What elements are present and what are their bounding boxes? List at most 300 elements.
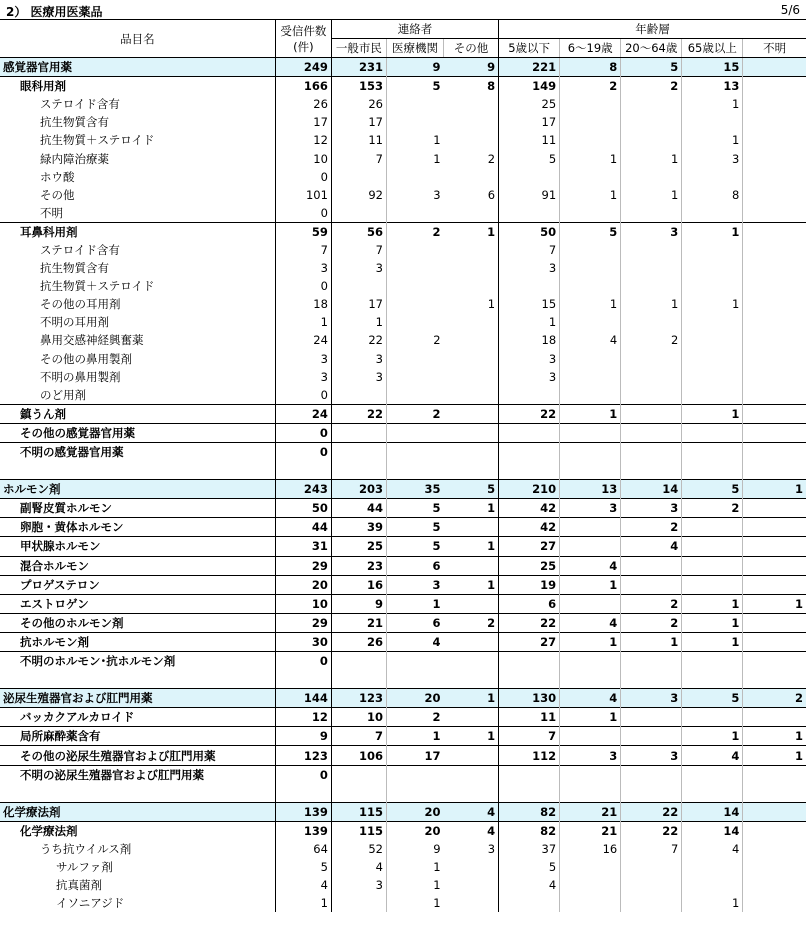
- row-label: 不明の鼻用製剤: [0, 368, 275, 386]
- cell: [331, 461, 386, 480]
- cell: 3: [375, 878, 383, 893]
- table-row: [0, 840, 806, 858]
- cell: 1: [560, 295, 621, 313]
- table-row: [0, 652, 806, 671]
- cell: [444, 386, 499, 405]
- cell: 1: [386, 894, 443, 912]
- cell: [560, 259, 621, 277]
- cell: [743, 575, 806, 594]
- row-label: その他の感覚器官用薬: [0, 423, 275, 442]
- cell: 22: [368, 333, 383, 348]
- cell: [743, 58, 806, 77]
- cell: 7: [375, 151, 383, 166]
- row-label: その他の鼻用製剤: [0, 350, 275, 368]
- cell: [743, 386, 806, 405]
- cell: 22: [621, 821, 682, 840]
- cell: [682, 313, 743, 331]
- cell: [621, 368, 682, 386]
- cell: 5: [682, 480, 743, 499]
- cell: [444, 876, 499, 894]
- cell: [560, 784, 621, 803]
- cell: [444, 131, 499, 149]
- cell: [386, 765, 443, 784]
- cell: 0: [275, 765, 331, 784]
- cell: 27: [499, 632, 560, 651]
- cell: [743, 518, 806, 537]
- cell: [444, 670, 499, 689]
- cell: [386, 113, 443, 131]
- cell: 25: [499, 556, 560, 575]
- cell: 12: [275, 708, 331, 727]
- cell: 44: [275, 518, 331, 537]
- cell: 64: [275, 840, 331, 858]
- row-label: 泌尿生殖器官および肛門用薬: [0, 689, 275, 708]
- row-label: 不明の耳用剤: [0, 313, 275, 331]
- cell: 0: [275, 423, 331, 442]
- cell: 18: [275, 295, 331, 313]
- cell: [444, 652, 499, 671]
- cell: [560, 204, 621, 223]
- cell: [499, 461, 560, 480]
- section-title: 2） 医療用医薬品: [6, 5, 103, 19]
- cell: [331, 204, 386, 223]
- cell: 5: [548, 151, 557, 166]
- cell: [682, 277, 743, 295]
- cell: [275, 461, 331, 480]
- cell: [743, 765, 806, 784]
- cell: 18: [541, 333, 557, 348]
- cell: 6: [499, 594, 560, 613]
- cell: 0: [275, 168, 331, 186]
- cell: [682, 858, 743, 876]
- cell: 2: [743, 689, 806, 708]
- cell: [386, 461, 443, 480]
- cell: [743, 442, 806, 461]
- cell: 13: [682, 77, 743, 96]
- cell: [331, 423, 386, 442]
- cell: [386, 295, 443, 313]
- cell: 20: [275, 575, 331, 594]
- cell: 1: [444, 222, 499, 241]
- cell: [560, 386, 621, 405]
- cell: 52: [368, 841, 383, 856]
- cell: 2: [621, 331, 682, 349]
- cell: [621, 423, 682, 442]
- cell: 139: [275, 821, 331, 840]
- cell: [743, 613, 806, 632]
- cell: [444, 259, 499, 277]
- row-label: プロゲステロン: [0, 575, 275, 594]
- cell: [386, 670, 443, 689]
- table-row: [0, 204, 806, 223]
- cell: 101: [275, 186, 331, 204]
- table-row: [0, 876, 806, 894]
- cell: 4: [444, 802, 499, 821]
- cell: 7: [375, 242, 383, 257]
- cell: 4: [560, 556, 621, 575]
- col-item-label: 品目名: [120, 31, 155, 46]
- cell: [386, 95, 443, 113]
- cell: 22: [331, 404, 386, 423]
- cell: [743, 259, 806, 277]
- cell: [682, 518, 743, 537]
- cell: [743, 350, 806, 368]
- cell: 2: [621, 594, 682, 613]
- row-label: 化学療法剤: [0, 802, 275, 821]
- row-label: ホウ酸: [0, 168, 275, 186]
- cell: 1: [275, 313, 331, 331]
- cell: 4: [444, 821, 499, 840]
- cell: 243: [275, 480, 331, 499]
- cell: 3: [548, 261, 557, 276]
- cell: 4: [560, 613, 621, 632]
- table-row: [0, 277, 806, 295]
- cell: 115: [331, 821, 386, 840]
- cell: [560, 423, 621, 442]
- cell: [560, 313, 621, 331]
- cell: 1: [560, 404, 621, 423]
- cell: [331, 442, 386, 461]
- cell: 14: [682, 802, 743, 821]
- cell: 1: [682, 222, 743, 241]
- table-row: [0, 858, 806, 876]
- cell: 1: [560, 632, 621, 651]
- cell: [444, 858, 499, 876]
- table-row: [0, 295, 806, 313]
- cell: [743, 313, 806, 331]
- cell: [444, 784, 499, 803]
- cell: 24: [275, 404, 331, 423]
- cell: [682, 876, 743, 894]
- cell: [444, 204, 499, 223]
- cell: [499, 168, 560, 186]
- cell: [560, 858, 621, 876]
- cell: 0: [275, 442, 331, 461]
- cell: 115: [331, 802, 386, 821]
- row-label: 不明のホルモン･抗ホルモン剤: [0, 652, 275, 671]
- cell: 2: [386, 222, 443, 241]
- cell: 7: [548, 242, 557, 257]
- table-row: [0, 461, 806, 480]
- cell: [743, 802, 806, 821]
- cell: 1: [548, 315, 557, 330]
- cell: [444, 313, 499, 331]
- row-label: 抗生物質含有: [0, 259, 275, 277]
- cell: [444, 241, 499, 259]
- cell: 4: [375, 860, 383, 875]
- cell: 1: [386, 149, 443, 167]
- table-row: [0, 802, 806, 821]
- cell: [560, 765, 621, 784]
- cell: 11: [368, 133, 383, 148]
- cell: 22: [499, 613, 560, 632]
- cell: [743, 222, 806, 241]
- cell: 14: [682, 821, 743, 840]
- cell: 17: [541, 115, 557, 130]
- cell: [682, 368, 743, 386]
- cell: 19: [499, 575, 560, 594]
- cell: 1: [743, 746, 806, 765]
- cell: [743, 404, 806, 423]
- col-age-under5: 5歳以下: [499, 39, 560, 58]
- row-label: 抗生物質＋ステロイド: [0, 131, 275, 149]
- cell: 3: [621, 222, 682, 241]
- cell: 166: [275, 77, 331, 96]
- cell: [682, 168, 743, 186]
- cell: 4: [548, 878, 557, 893]
- cell: [499, 386, 560, 405]
- col-age-group: 年齢層: [499, 20, 806, 39]
- cell: [743, 277, 806, 295]
- table-row: [0, 632, 806, 651]
- cell: [682, 670, 743, 689]
- row-label: 感覚器官用薬: [0, 58, 275, 77]
- row-label: イソニアジド: [0, 894, 275, 912]
- cell: 29: [275, 556, 331, 575]
- cell: [560, 894, 621, 912]
- cell: [560, 95, 621, 113]
- cell: 17: [368, 115, 383, 130]
- cell: [621, 404, 682, 423]
- cell: 3: [444, 840, 499, 858]
- cell: [386, 168, 443, 186]
- cell: [682, 350, 743, 368]
- cell: 4: [560, 689, 621, 708]
- page-header: [0, 0, 806, 19]
- cell: [560, 876, 621, 894]
- cell: 0: [275, 386, 331, 405]
- cell: [621, 241, 682, 259]
- cell: 15: [541, 297, 557, 312]
- cell: [386, 204, 443, 223]
- cell: 10: [275, 594, 331, 613]
- cell: 4: [386, 632, 443, 651]
- cell: [560, 652, 621, 671]
- cell: [621, 461, 682, 480]
- cell: 1: [444, 689, 499, 708]
- row-label: 抗生物質含有: [0, 113, 275, 131]
- cell: [560, 131, 621, 149]
- cell: [621, 204, 682, 223]
- table-row: [0, 821, 806, 840]
- cell: [621, 350, 682, 368]
- cell: [560, 277, 621, 295]
- cell: 1: [444, 575, 499, 594]
- table-row: [0, 313, 806, 331]
- table-row: [0, 131, 806, 149]
- table-row: [0, 58, 806, 77]
- cell: [444, 442, 499, 461]
- cell: [743, 423, 806, 442]
- cell: 153: [331, 77, 386, 96]
- cell: 1: [375, 315, 383, 330]
- cell: 11: [499, 708, 560, 727]
- cell: 3: [621, 689, 682, 708]
- cell: 112: [499, 746, 560, 765]
- cell: 9: [444, 58, 499, 77]
- cell: [743, 131, 806, 149]
- cell: 17: [386, 746, 443, 765]
- cell: [386, 386, 443, 405]
- row-label: エストロゲン: [0, 594, 275, 613]
- cell: 2: [386, 708, 443, 727]
- cell: [743, 537, 806, 556]
- cell: 7: [275, 241, 331, 259]
- cell: [499, 277, 560, 295]
- cell: 3: [560, 499, 621, 518]
- table-row: [0, 442, 806, 461]
- cell: [621, 727, 682, 746]
- cell: 3: [375, 369, 383, 384]
- col-received-label: 受信件数: [280, 23, 327, 38]
- cell: [621, 556, 682, 575]
- cell: [682, 241, 743, 259]
- table-row: [0, 894, 806, 912]
- cell: [621, 708, 682, 727]
- cell: 1: [560, 575, 621, 594]
- cell: 210: [499, 480, 560, 499]
- cell: 2: [444, 149, 499, 167]
- cell: [743, 652, 806, 671]
- cell: [743, 241, 806, 259]
- cell: [331, 386, 386, 405]
- cell: 21: [331, 613, 386, 632]
- row-label: その他の泌尿生殖器官および肛門用薬: [0, 746, 275, 765]
- cell: 1: [444, 537, 499, 556]
- cell: 149: [499, 77, 560, 96]
- col-age-unknown: 不明: [743, 39, 806, 58]
- table-row: [0, 259, 806, 277]
- row-label: その他のホルモン剤: [0, 613, 275, 632]
- cell: 1: [621, 149, 682, 167]
- cell: 20: [386, 821, 443, 840]
- cell: 29: [275, 613, 331, 632]
- cell: [444, 113, 499, 131]
- cell: 1: [386, 131, 443, 149]
- col-contact-public: 一般市民: [331, 39, 386, 58]
- cell: [386, 241, 443, 259]
- cell: [386, 368, 443, 386]
- row-label: 抗真菌剤: [0, 876, 275, 894]
- cell: 0: [275, 277, 331, 295]
- cell: [682, 331, 743, 349]
- row-label: 不明: [0, 204, 275, 223]
- cell: 1: [682, 632, 743, 651]
- cell: 91: [541, 187, 557, 202]
- cell: 1: [743, 727, 806, 746]
- row-label: 眼科用剤: [0, 77, 275, 96]
- cell: [444, 331, 499, 349]
- cell: 20: [386, 689, 443, 708]
- cell: 22: [621, 802, 682, 821]
- cell: [621, 277, 682, 295]
- col-age-20-64: 20～64歳: [621, 39, 682, 58]
- cell: [386, 313, 443, 331]
- cell: [621, 259, 682, 277]
- cell: [444, 556, 499, 575]
- table-row: [0, 575, 806, 594]
- cell: 39: [331, 518, 386, 537]
- cell: 14: [621, 480, 682, 499]
- row-label: ステロイド含有: [0, 241, 275, 259]
- cell: 37: [541, 841, 557, 856]
- cell: 1: [682, 894, 743, 912]
- cell: 1: [444, 499, 499, 518]
- row-label: 抗生物質＋ステロイド: [0, 277, 275, 295]
- cell: [682, 423, 743, 442]
- cell: [444, 765, 499, 784]
- cell: [621, 784, 682, 803]
- cell: [499, 204, 560, 223]
- row-label: その他の耳用剤: [0, 295, 275, 313]
- row-label: その他: [0, 186, 275, 204]
- cell: 42: [499, 499, 560, 518]
- cell: 3: [275, 368, 331, 386]
- cell: [621, 765, 682, 784]
- cell: [331, 784, 386, 803]
- cell: [743, 499, 806, 518]
- cell: 3: [548, 351, 557, 366]
- cell: 1: [621, 295, 682, 313]
- cell: [682, 652, 743, 671]
- row-label: 鼻用交感神経興奮薬: [0, 331, 275, 349]
- cell: [621, 876, 682, 894]
- cell: [331, 277, 386, 295]
- cell: 7: [499, 727, 560, 746]
- cell: [743, 708, 806, 727]
- cell: 35: [386, 480, 443, 499]
- cell: [560, 241, 621, 259]
- table-row: [0, 350, 806, 368]
- cell: 21: [560, 821, 621, 840]
- table-row: [0, 670, 806, 689]
- cell: [682, 765, 743, 784]
- table-row: [0, 386, 806, 405]
- cell: [743, 876, 806, 894]
- cell: 2: [621, 613, 682, 632]
- col-item-header: [0, 20, 275, 58]
- cell: [621, 670, 682, 689]
- cell: [444, 95, 499, 113]
- cell: [386, 423, 443, 442]
- cell: 8: [444, 77, 499, 96]
- cell: 9: [386, 840, 443, 858]
- table-row: [0, 222, 806, 241]
- cell: 26: [331, 632, 386, 651]
- cell: [682, 259, 743, 277]
- cell: [444, 708, 499, 727]
- row-label: [0, 461, 275, 480]
- cell: 26: [275, 95, 331, 113]
- cell: 9: [275, 727, 331, 746]
- cell: [331, 670, 386, 689]
- table-row: [0, 241, 806, 259]
- row-label: 混合ホルモン: [0, 556, 275, 575]
- cell: 1: [682, 295, 743, 313]
- cell: 3: [682, 149, 743, 167]
- cell: 6: [386, 556, 443, 575]
- cell: 1: [682, 95, 743, 113]
- cell: [682, 204, 743, 223]
- cell: 139: [275, 802, 331, 821]
- row-label: 化学療法剤: [0, 821, 275, 840]
- cell: [682, 575, 743, 594]
- cell: [743, 840, 806, 858]
- cell: [499, 894, 560, 912]
- cell: 20: [386, 802, 443, 821]
- cell: [743, 894, 806, 912]
- cell: 106: [331, 746, 386, 765]
